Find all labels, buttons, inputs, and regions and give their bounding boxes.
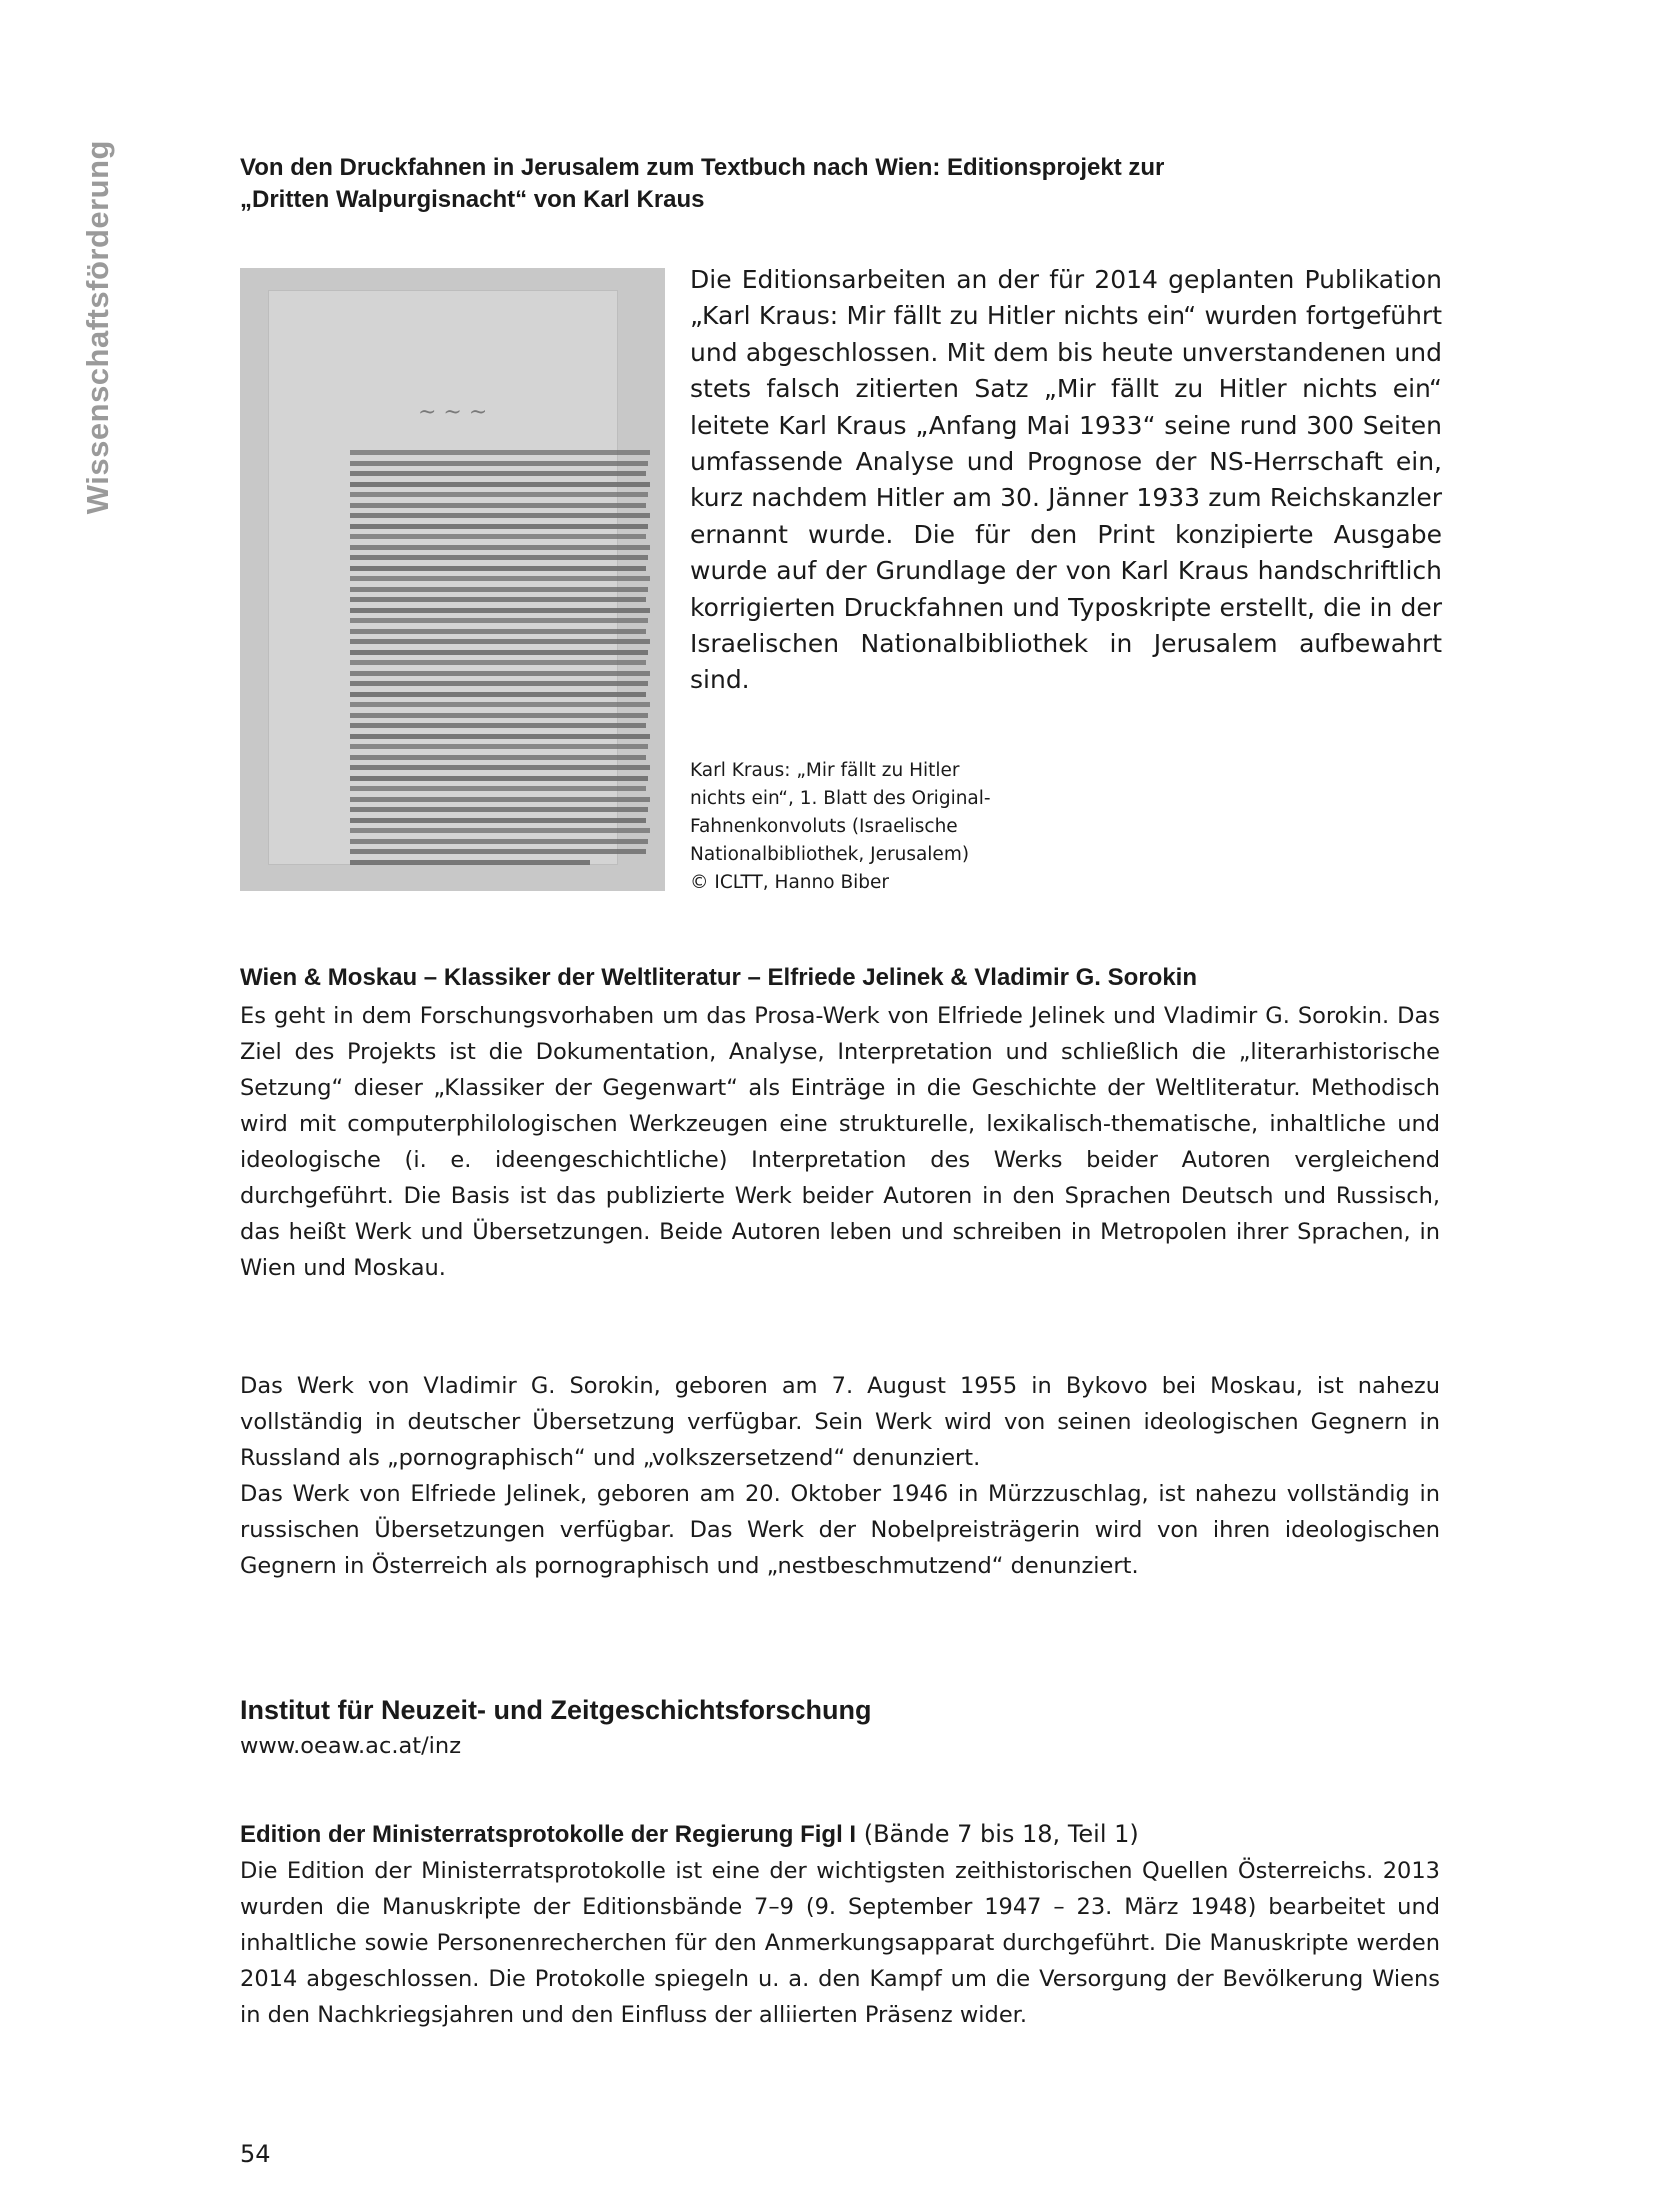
section1-title-line2: „Dritten Walpurgisnacht“ von Karl Kraus <box>240 186 705 213</box>
section2-title: Wien & Moskau – Klassiker der Weltliteratur – Elfriede Jelinek & Vladimir G. Sorokin <box>240 964 1197 991</box>
section3 <box>240 1692 1440 1764</box>
manuscript-line <box>350 576 650 581</box>
side-section-label <box>72 140 115 530</box>
manuscript-line <box>350 629 646 634</box>
manuscript-line <box>350 776 648 781</box>
manuscript-line <box>350 692 646 697</box>
caption-line4: Nationalbibliothek, Jerusalem) <box>690 844 970 865</box>
section4-title-bold: Edition der Ministerratsprotokolle der Regierung Figl I <box>240 1821 857 1848</box>
section4-paragraph: Die Edition der Ministerratsprotokolle ist eine der wichtigsten zeithistorischen Quellen Österreichs. 2013 wurden die Manuskripte der Editionsbände 7–9 (9. September 1947 – 23. März 1948) bearbeitet und inhaltliche sowie Personenrecherchen für den Anmerkungsapparat durchgeführt. Die Manuskripte werden 2014 abgeschlossen. Die Protokolle spiegeln u. a. den Kampf um die Versorgung der Bevölkerung Wiens in den Nachkriegsjahren und den Einfluss der alliierten Präsenz wider. <box>240 1858 1440 2028</box>
manuscript-line <box>350 723 646 728</box>
manuscript-line <box>350 492 648 497</box>
manuscript-line <box>350 797 650 802</box>
manuscript-line <box>350 671 650 676</box>
manuscript-line <box>350 608 650 613</box>
caption-line1: Karl Kraus: „Mir fällt zu Hitler <box>690 760 960 781</box>
manuscript-line <box>350 765 650 770</box>
manuscript-line <box>350 566 646 571</box>
section4 <box>240 1816 1440 2033</box>
page-number: 54 <box>240 2140 271 2168</box>
manuscript-image <box>240 268 665 891</box>
section4-title-rest: (Bände 7 bis 18, Teil 1) <box>856 1820 1139 1848</box>
manuscript-line <box>350 818 646 823</box>
section3-url[interactable]: www.oeaw.ac.at/inz <box>240 1733 462 1759</box>
section4-heading <box>240 1816 1440 1853</box>
manuscript-line <box>350 545 650 550</box>
section3-title: Institut für Neuzeit- und Zeitgeschichtsforschung <box>240 1695 872 1725</box>
manuscript-line <box>350 650 648 655</box>
section2 <box>240 962 1440 1286</box>
manuscript-line <box>350 713 648 718</box>
caption-line5: © ICLTT, Hanno Biber <box>690 872 890 893</box>
manuscript-line <box>350 450 650 455</box>
manuscript-line <box>350 744 648 749</box>
section2-paragraph3: Das Werk von Elfriede Jelinek, geboren am 20. Oktober 1946 in Mürzzuschlag, ist nahezu vollständig in russischen Übersetzungen verfügbar. Das Werk der Nobelpreisträgerin wird von ihren ideologischen Gegnern in Österreich als pornographisch und „nestbeschmutzend“ denunziert. <box>240 1481 1440 1579</box>
manuscript-line <box>350 755 646 760</box>
manuscript-line <box>350 839 648 844</box>
manuscript-line <box>350 461 648 466</box>
manuscript-line <box>350 513 650 518</box>
manuscript-line <box>350 860 590 865</box>
manuscript-line <box>350 702 650 707</box>
side-section-label-text: Wissenschaftsförderung <box>80 140 115 515</box>
manuscript-line <box>350 482 650 487</box>
manuscript-line <box>350 828 650 833</box>
caption-line3: Fahnenkonvoluts (Israelische <box>690 816 958 837</box>
section2-continued <box>240 1368 1440 1584</box>
manuscript-line <box>350 681 648 686</box>
manuscript-line <box>350 587 648 592</box>
manuscript-line <box>350 597 646 602</box>
image-caption <box>690 757 1110 897</box>
manuscript-line <box>350 503 646 508</box>
section1-title-line1: Von den Druckfahnen in Jerusalem zum Textbuch nach Wien: Editionsprojekt zur <box>240 154 1165 181</box>
section1-paragraph: Die Editionsarbeiten an der für 2014 geplanten Publikation „Karl Kraus: Mir fällt zu Hitler nichts ein“ wurden fortgeführt und abgeschlossen. Mit dem bis heute unverstandenen und stets falsch zitierten Satz „Mir fällt zu Hitler nichts ein“ leitete Karl Kraus „Anfang Mai 1933“ seine rund 300 Seiten umfassende Analyse und Prognose der NS-Herrschaft ein, kurz nachdem Hitler am 30. Jänner 1933 zum Reichskanzler ernannt wurde. Die für den Print konzipierte Ausgabe wurde auf der Grundlage der von Karl Kraus handschriftlich korrigierten Druckfahnen und Typoskripte erstellt, die in der Israelischen Nationalbibliothek in Jerusalem aufbewahrt sind. <box>690 265 1442 695</box>
manuscript-line <box>350 524 648 529</box>
section1-header <box>240 152 1440 216</box>
caption-line2: nichts ein“, 1. Blatt des Original- <box>690 788 991 809</box>
manuscript-line <box>350 534 646 539</box>
manuscript-line <box>350 660 646 665</box>
manuscript-line <box>350 734 650 739</box>
handwritten-note: ~ ~ ~ <box>418 400 488 425</box>
manuscript-line <box>350 639 650 644</box>
manuscript-line <box>350 786 646 791</box>
manuscript-line <box>350 849 646 854</box>
manuscript-line <box>350 555 648 560</box>
manuscript-line <box>350 807 648 812</box>
section1-body <box>690 262 1442 699</box>
section2-paragraph2: Das Werk von Vladimir G. Sorokin, geboren am 7. August 1955 in Bykovo bei Moskau, ist nahezu vollständig in deutscher Übersetzung verfügbar. Sein Werk wird von seinen ideologischen Gegnern in Russland als „pornographisch“ und „volkszersetzend“ denunziert. <box>240 1373 1440 1471</box>
manuscript-line <box>350 618 648 623</box>
manuscript-line <box>350 471 646 476</box>
section2-paragraph1: Es geht in dem Forschungsvorhaben um das Prosa-Werk von Elfriede Jelinek und Vladimir G. Sorokin. Das Ziel des Projekts ist die Dokumentation, Analyse, Interpretation und schließlich die „literarhistorische Setzung“ dieser „Klassiker der Gegenwart“ als Einträge in die Geschichte der Weltliteratur. Methodisch wird mit computerphilologischen Werkzeugen eine strukturelle, lexikalisch-thematische, inhaltliche und ideologische (i. e. ideengeschichtliche) Interpretation des Werks beider Autoren vergleichend durchgeführt. Die Basis ist das publizierte Werk beider Autoren in den Sprachen Deutsch und Russisch, das heißt Werk und Übersetzungen. Beide Autoren leben und schreiben in Metropolen ihrer Sprachen, in Wien und Moskau. <box>240 1003 1440 1281</box>
